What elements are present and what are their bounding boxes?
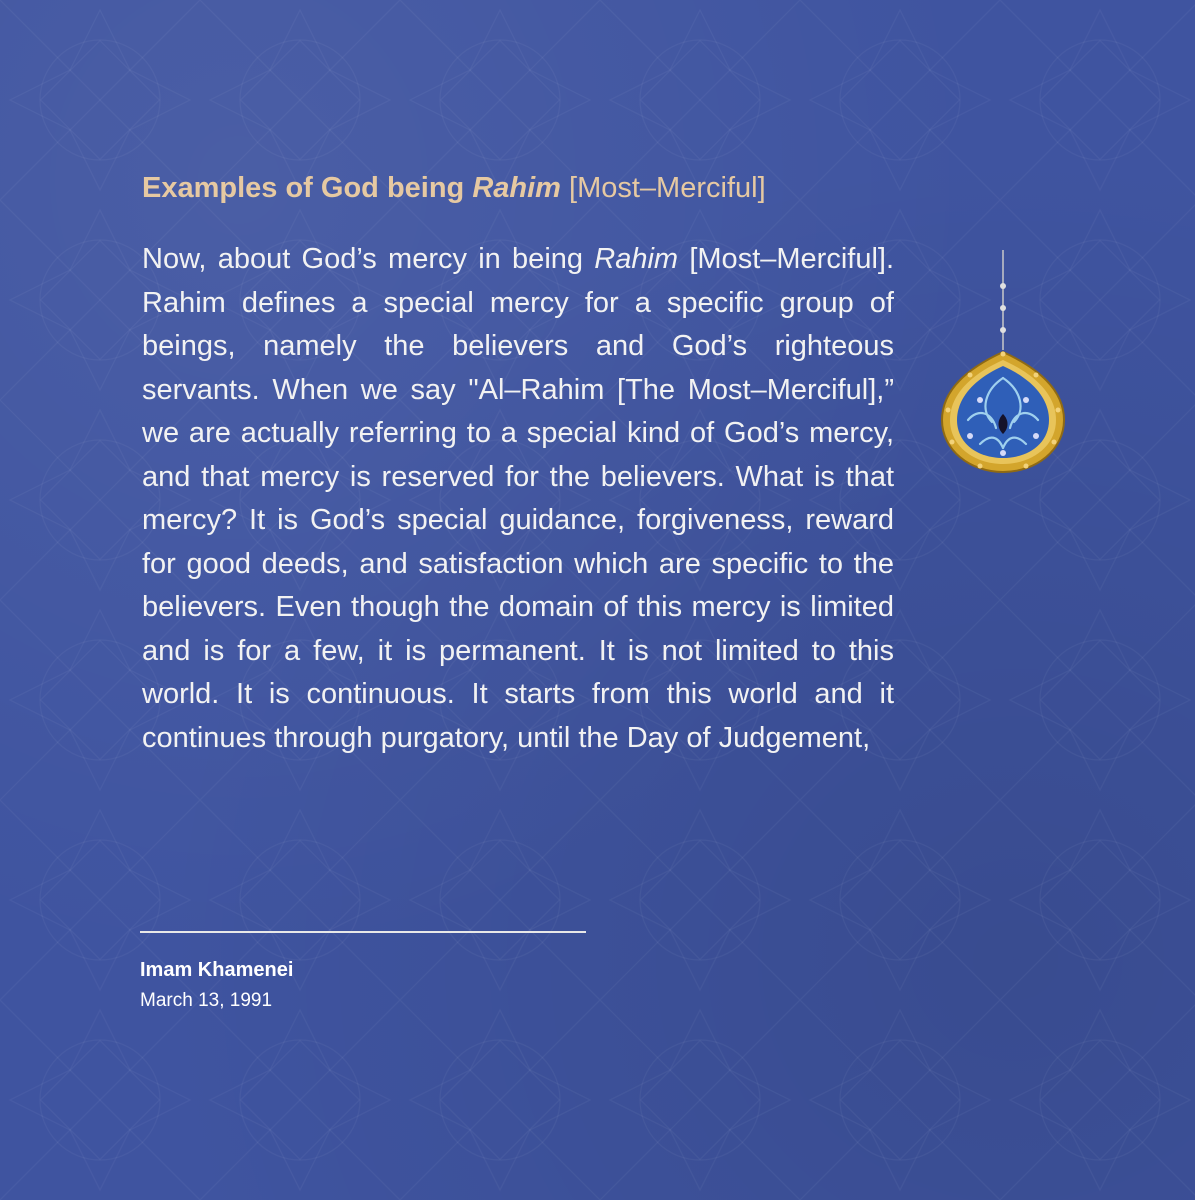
quote-text: [Most–Merciful]. Rahim defines a special mercy for a specific group of beings, namely the believers and God’s righteous servants. When we say "Al–Rahim [The Most–Merciful],” we are actually referring to a special kind of God’s mercy, and that mercy is reserved for the believers. What is that mercy? It is God’s special guidance, forgiveness, reward for good deeds, and satisfaction which are specific to the believers. Even though the domain of this mercy is limited and is for a few, it is permanent. It is not limited to this world. It is continuous. It starts from this world and it continues through purgatory, until the Day of Judgement, [142, 243, 895, 754]
author-name: Imam Khamenei [140, 959, 294, 981]
quote-date: March 13, 1991 [140, 990, 273, 1011]
divider [140, 931, 586, 933]
title-term: Rahim [472, 172, 561, 204]
hanging-enamel-pendant-icon [940, 250, 1070, 480]
page-title [142, 172, 902, 205]
title-suffix: [Most–Merciful] [560, 172, 766, 204]
quote-intro: Now, about God’s mercy in being [142, 243, 595, 275]
quote-term: Rahim [594, 243, 679, 275]
title-prefix: Examples of God being [142, 172, 473, 204]
quote-body [142, 238, 894, 760]
